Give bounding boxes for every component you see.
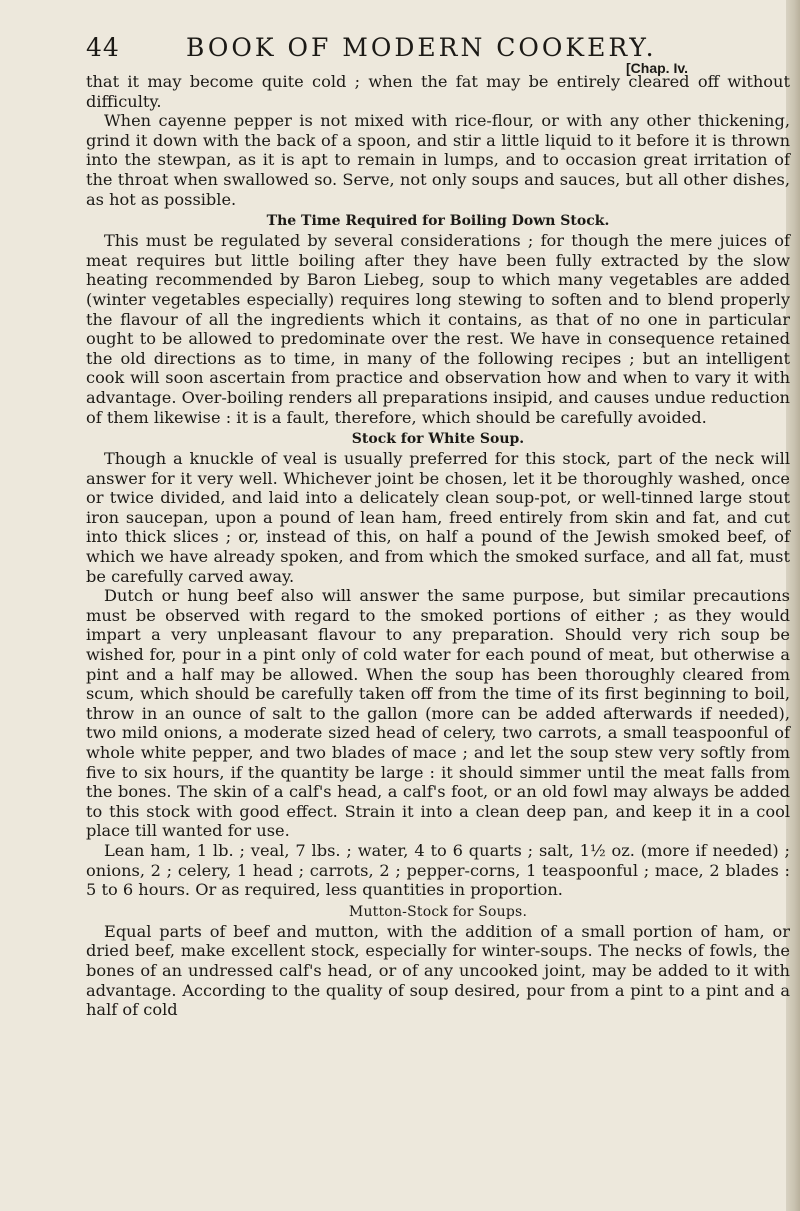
section-heading: Stock for White Soup. bbox=[351, 431, 525, 448]
paragraph: When cayenne pepper is not mixed with rice-flour, or with any other thickening, grind it down with the back of a spoon, and stir a little liquid to it before it is thrown into the stewpan, as it is apt to remain in lumps, and to occasion great irritation of the throat when swallowed so. Serve, not only soups and sauces, but all other dishes, as hot as possible. bbox=[86, 111, 790, 209]
paragraph: that it may become quite cold ; when the fat may be entirely cleared off without difficulty. bbox=[86, 72, 790, 111]
paragraph: Dutch or hung beef also will answer the same purpose, but similar precautions must be observed with regard to the smoked portions of either ; as they would impart a very unpleasant flavour to any preparation. Should very rich soup be wished for, pour in a pint only of cold water for each pound of meat, but otherwise a pint and a half may be allowed. When the soup has been thoroughly cleared from scum, which should be carefully taken off from the time of its first beginning to boil, throw in an ounce of salt to the gallon (more can be added afterwards if needed), two mild onions, a moderate sized head of celery, two carrots, a small teaspoonful of whole white pepper, and two blades of mace ; and let the soup stew very softly from five to six hours, if the quantity be large : it should simmer until the meat falls from the bones. The skin of a calf's head, a calf's foot, or an old fowl may always be added to this stock with good effect. Strain it into a clean deep pan, and keep it in a cool place till wanted for use. bbox=[86, 586, 790, 841]
chapter-marker: [Chap. Iv. bbox=[626, 60, 688, 76]
page-number: 44 bbox=[86, 33, 120, 62]
section-heading: Mutton-Stock for Soups. bbox=[348, 903, 528, 920]
book-title: BOOK OF MODERN COOKERY. bbox=[186, 33, 657, 62]
section-heading: The Time Required for Boiling Down Stock. bbox=[266, 213, 610, 230]
page-body bbox=[86, 72, 790, 1020]
paragraph: Though a knuckle of veal is usually preferred for this stock, part of the neck will answer for it very well. Whichever joint be chosen, let it be thoroughly washed, once or twice divided, and laid into a delicately clean soup-pot, or well-tinned large stout iron saucepan, upon a pound of lean ham, freed entirely from skin and fat, and cut into thick slices ; or, instead of this, on half a pound of the Jewish smoked beef, of which we have already spoken, and from which the smoked surface, and all fat, must be carefully carved away. bbox=[86, 449, 790, 586]
ingredient-summary: Lean ham, 1 lb. ; veal, 7 lbs. ; water, 4 to 6 quarts ; salt, 1½ oz. (more if needed) ; onions, 2 ; celery, 1 head ; carrots, 2 ; pepper-corns, 1 teaspoonful ; mace, 2 blades : 5 to 6 hours. Or as required, less quantities in proportion. bbox=[86, 840, 790, 900]
paragraph: This must be regulated by several considerations ; for though the mere juices of meat requires but little boiling after they have been fully extracted by the slow heating recommended by Baron Liebeg, soup to which many vegetables are added (winter vegetables especially) requires long stewing to soften and to blend properly the flavour of all the ingredients which it contains, as that of no one in particular ought to be allowed to predominate over the rest. We have in consequence retained the old directions as to time, in many of the following recipes ; but an intelligent cook will soon ascertain from practice and observation how and when to vary it with advantage. Over-boiling renders all preparations insipid, and causes undue reduction of them likewise : it is a fault, therefore, which should be carefully avoided. bbox=[86, 231, 790, 427]
paragraph: Equal parts of beef and mutton, with the addition of a small portion of ham, or dried beef, make excellent stock, especially for winter-soups. The necks of fowls, the bones of an undressed calf's head, or of any uncooked joint, may be added to it with advantage. According to the quality of soup desired, pour from a pint to a pint and a half of cold bbox=[86, 921, 790, 1020]
